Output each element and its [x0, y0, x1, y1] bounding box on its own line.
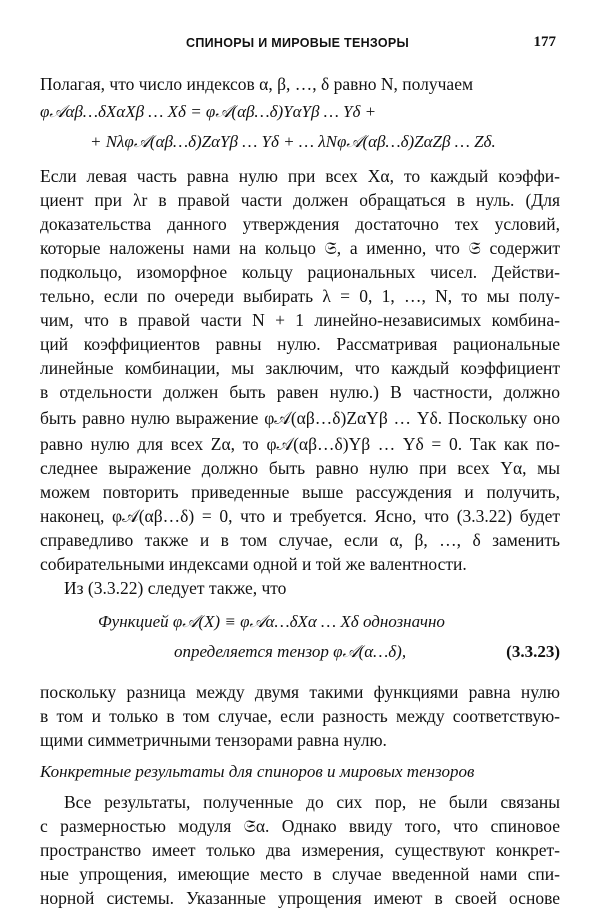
text-line: линейные комбинации, мы заключим, что каждый коэффициент — [40, 358, 560, 378]
text-line: ные упрощения, имеющие место в случае введенной нами спи- — [40, 864, 560, 884]
text-line: Полагая, что число индексов α, β, …, δ равно N, получаем — [40, 74, 474, 94]
text-line: в отдельности должен быть равен нулю.) В частности, должно — [40, 382, 560, 402]
equation-line: Функцией φ𝒜(X) ≡ φ𝒜α…δXα … Xδ однозначно — [98, 612, 445, 631]
equation-line: определяется тензор φ𝒜(α…δ), — [174, 642, 407, 661]
text-line: циент при λr в правой части должен обращаться в нуль. (Для — [40, 190, 560, 210]
section-heading: Конкретные результаты для спиноров и мировых тензоров — [40, 762, 475, 781]
text-line: пространство имеет только два измерения, существуют конкрет- — [40, 840, 560, 860]
text-line: в том и только в том случае, если разность между соответствую- — [40, 706, 560, 726]
text-line: ций коэффициентов равны нулю. Рассматривая рациональные — [40, 334, 560, 354]
text-line: поскольку разница между двумя такими функциями равна нулю — [40, 682, 560, 702]
running-head-title: СПИНОРЫ И МИРОВЫЕ ТЕНЗОРЫ — [186, 36, 410, 50]
text-line: можем повторить приведенные выше рассуждения и получить, — [40, 482, 560, 502]
text-line: Все результаты, полученные до сих пор, не были связаны — [64, 792, 560, 812]
equation-line: + Nλφ𝒜(αβ…δ)ZαYβ … Yδ + … λNφ𝒜(αβ…δ)ZαZβ … Zδ. — [90, 132, 496, 151]
text-line: с размерностью модуля 𝔖α. Однако ввиду того, что спиновое — [40, 816, 560, 836]
text-line: доказательства данного утверждения достаточно тех условий, — [40, 214, 560, 234]
equation-number: (3.3.23) — [506, 642, 560, 661]
page-number: 177 — [533, 34, 556, 50]
text-line: следнее выражение должно быть равно нулю при всех Yα, мы — [40, 458, 560, 478]
text-line: щими симметричными тензорами равна нулю. — [40, 730, 387, 750]
text-line: подкольцо, изоморфное кольцу рациональных чисел. Действи- — [40, 262, 560, 282]
text-line: Если левая часть равна нулю при всех Xα, то каждый коэффи- — [40, 166, 560, 186]
text-line: собирательными индексами одной и той же валентности. — [40, 554, 467, 574]
text-line: норной системы. Указанные упрощения имеют в своей основе — [40, 888, 560, 908]
text-line: быть равно нулю выражение φ𝒜(αβ…δ)ZαYβ … Yδ. Поскольку оно — [40, 408, 560, 428]
text-line: которые наложены нами на кольцо 𝔖, а именно, что 𝔖 содержит — [40, 238, 560, 258]
running-header — [0, 36, 600, 56]
text-line: Из (3.3.22) следует также, что — [64, 578, 287, 598]
text-line: наконец, φ𝒜(αβ…δ) = 0, что и требуется. Ясно, что (3.3.22) будет — [40, 506, 560, 526]
text-line: равно нулю для всех Zα, то φ𝒜(αβ…δ)Yβ … Yδ = 0. Так как по- — [40, 434, 560, 454]
text-line: справедливо также и в том случае, если α, β, …, δ заменить — [40, 530, 560, 550]
text-line: тельно, если по очереди выбирать λ = 0, 1, …, N, то мы полу- — [40, 286, 560, 306]
text-line: чим, что в правой части N + 1 линейно-независимых комбина- — [40, 310, 560, 330]
equation-line: φ𝒜αβ…δXαXβ … Xδ = φ𝒜(αβ…δ)YαYβ … Yδ + — [40, 102, 377, 121]
